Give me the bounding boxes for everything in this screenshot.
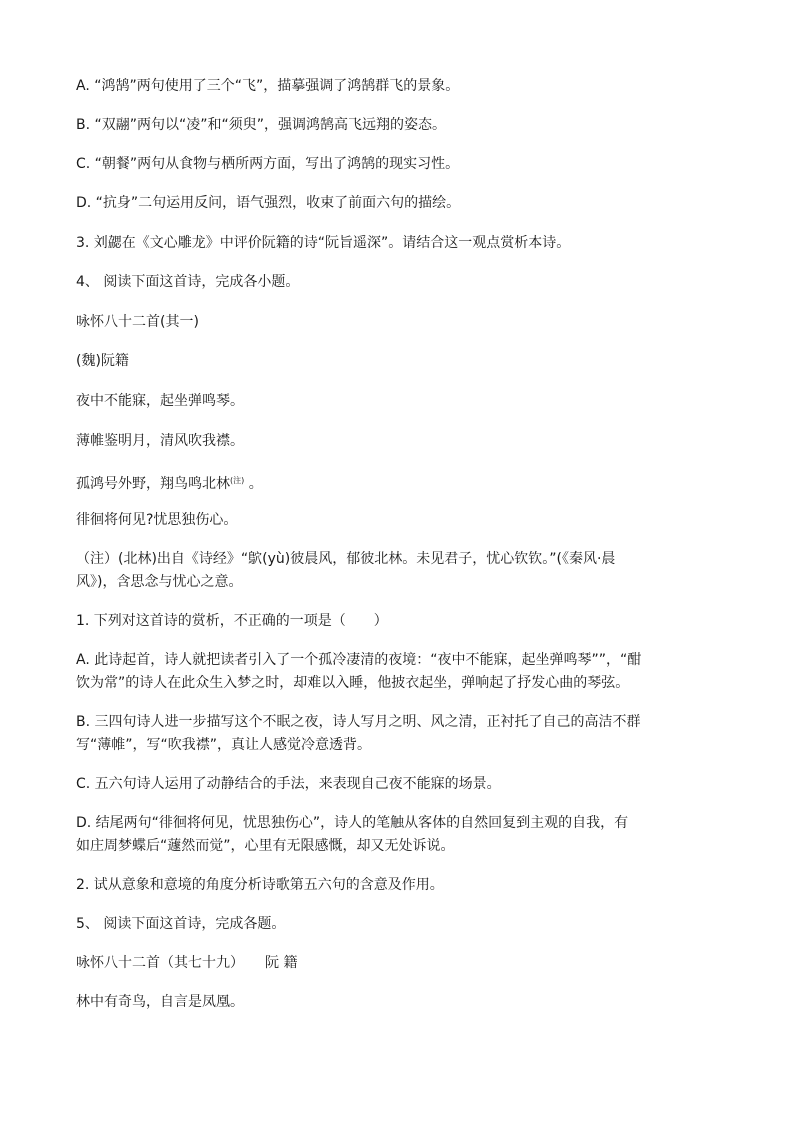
- option-d-q2: D. “抗身”二句运用反问，语气强烈，收束了前面六句的描绘。: [76, 195, 461, 211]
- poem-line-3-end: 。: [244, 476, 263, 492]
- question-3: 3. 刘勰在《文心雕龙》中评价阮籍的诗“阮旨遥深”。请结合这一观点赏析本诗。: [76, 235, 571, 251]
- poem-author: (魏)阮籍: [76, 353, 129, 369]
- option-b-line-1: B. 三四句诗人进一步描写这个不眠之夜，诗人写月之明、风之清，正衬托了自己的高洁不群: [76, 714, 641, 730]
- poem-line-4: 徘徊将何见?忧思独伤心。: [76, 512, 238, 528]
- option-b-q2: B. “双翮”两句以“凌”和“须臾”，强调鸿鹄高飞远翔的姿态。: [76, 117, 447, 133]
- poem-line-2: 薄帷鉴明月，清风吹我襟。: [76, 433, 244, 449]
- question-2: 2. 试从意象和意境的角度分析诗歌第五六句的含意及作用。: [76, 877, 444, 893]
- poem-line-3: [76, 469, 722, 496]
- question-1: 1. 下列对这首诗的赏析，不正确的一项是（ ）: [76, 613, 388, 629]
- section-4-heading: 4、 阅读下面这首诗，完成各小题。: [76, 274, 300, 290]
- footnote-line-1: （注）(北林)出自《诗经》“鴥(yù)彼晨风，郁彼北林。未见君子，忧心钦钦。”(《秦风·晨: [76, 551, 616, 567]
- option-a-line-1: A. 此诗起首，诗人就把读者引入了一个孤冷凄清的夜境：“夜中不能寐，起坐弹鸣琴””，“酣: [76, 652, 642, 668]
- poem-line-1: 夜中不能寐，起坐弹鸣琴。: [76, 393, 244, 409]
- option-c-q2: C. “朝餐”两句从食物与栖所两方面，写出了鸿鹄的现实习性。: [76, 156, 460, 172]
- option-c: C. 五六句诗人运用了动静结合的手法，来表现自己夜不能寐的场景。: [76, 776, 501, 792]
- option-a-q2: A. “鸿鹄”两句使用了三个“飞”，描摹强调了鸿鹄群飞的景象。: [76, 78, 460, 94]
- footnote-marker: (注): [230, 476, 245, 485]
- poem-line-3-text: 孤鸿号外野，翔鸟鸣北林: [76, 476, 230, 492]
- poem-title-2: 咏怀八十二首（其七十九） 阮 籍: [76, 955, 298, 971]
- footnote-line-2: 风》)，含思念与忧心之意。: [76, 574, 243, 590]
- option-a-line-2: 饮为常”的诗人在此众生入梦之时，却难以入睡，他披衣起坐，弹响起了抒发心曲的琴弦。: [76, 675, 630, 691]
- option-d-line-2: 如庄周梦蝶后“蘧然而觉”，心里有无限感慨，却又无处诉说。: [76, 838, 455, 854]
- option-d-line-1: D. 结尾两句“徘徊将何见，忧思独伤心”，诗人的笔触从客体的自然回复到主观的自我，有: [76, 815, 629, 831]
- poem-title: 咏怀八十二首(其一): [76, 314, 199, 330]
- section-5-heading: 5、 阅读下面这首诗，完成各题。: [76, 916, 286, 932]
- poem-2-line-1: 林中有奇鸟，自言是凤凰。: [76, 994, 244, 1010]
- option-b-line-2: 写“薄帷”，写“吹我襟”，真让人感觉冷意透背。: [76, 737, 372, 753]
